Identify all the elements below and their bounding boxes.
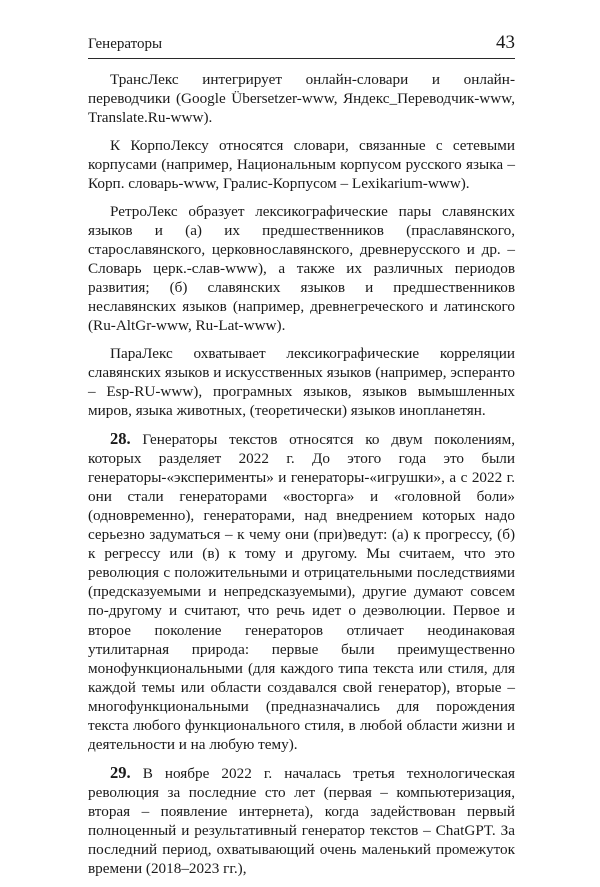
paragraph-text: РетроЛекс образует лексикографические пары славянских языков и (а) их предшественников (праславянского, старославянского, церковнославянского, древнерусского и др. – Словарь церк.-слав-www), а также их различных периодов развития; (б) славянских языков и предшественников неславянских языков (например, древнегреческого и латинского (Ru-AltGr-www, Ru-Lat-www). bbox=[88, 202, 515, 335]
header-rule bbox=[88, 58, 515, 59]
paragraph-text: ТрансЛекс интегрирует онлайн-словари и онлайн-переводчики (Google Übersetzer-www, Яндекс_Переводчик-www, Translate.Ru-www). bbox=[88, 71, 515, 127]
paragraph-number: 29. bbox=[110, 762, 131, 782]
paragraph-29 bbox=[88, 763, 515, 879]
page-header bbox=[88, 32, 515, 54]
paragraph-korpolex bbox=[88, 136, 515, 193]
paragraph-paralex bbox=[88, 344, 515, 420]
paragraph-text: В ноябре 2022 г. началась третья технологическая революция за последние сто лет (первая – компьютеризация, вторая – появление интернета), когда задействован первый полноценный и результативный генератор текстов – ChatGPT. За последний период, охватывающий очень маленький промежуток времени (2018–2023 гг.), bbox=[88, 764, 515, 878]
paragraph-text: ПараЛекс охватывает лексикографические корреляции славянских языков и искусственных языков (например, эсперанто – Esp-RU-www), програмных языков, языков вымышленных миров, языка животных, (теоретически) языков инопланетян. bbox=[88, 344, 515, 419]
paragraph-text: К КорпоЛексу относятся словари, связанные с сетевыми корпусами (например, Национальным корпусом русского языка – Корп. словарь-www, Гралис-Корпусом – Lexikarium-www). bbox=[88, 136, 515, 192]
paragraph-translex bbox=[88, 70, 515, 127]
paragraph-text: Генераторы текстов относятся ко двум поколениям, которых разделяет 2022 г. До этого года это были генераторы-«эксперименты» и генераторы-«игрушки», а с 2022 г. они стали генераторами «восторга» и «головной боли» (одновременно), генераторами, над внедрением которых надо серьезно задуматься – к чему они (при)ведут: (а) к прогрессу, (б) к регрессу или (в) к тому и другому. Мы считаем, что это революция с положительными и отрицательными последствиями (предсказуемыми и непредсказуемыми), другие думают совсем по-другому и считают, что речь идет о деэволюции. Первое и второе поколение генераторов отличает неодинаковая утилитарная природа: первые были преимущественно монофункциональными (для каждого типа текста или стиля, для каждой темы или области создавался свой генератор), вторые – многофункциональными (предназначались для порождения текста любого функционального стиля, в любой области жизни и деятельности и на любую тему). bbox=[88, 430, 515, 754]
paragraph-retrolex bbox=[88, 202, 515, 336]
page-number: 43 bbox=[496, 32, 515, 53]
paragraph-28 bbox=[88, 429, 515, 755]
body-text bbox=[88, 70, 515, 887]
running-head: Генераторы bbox=[88, 36, 163, 52]
paragraph-number: 28. bbox=[110, 428, 131, 448]
